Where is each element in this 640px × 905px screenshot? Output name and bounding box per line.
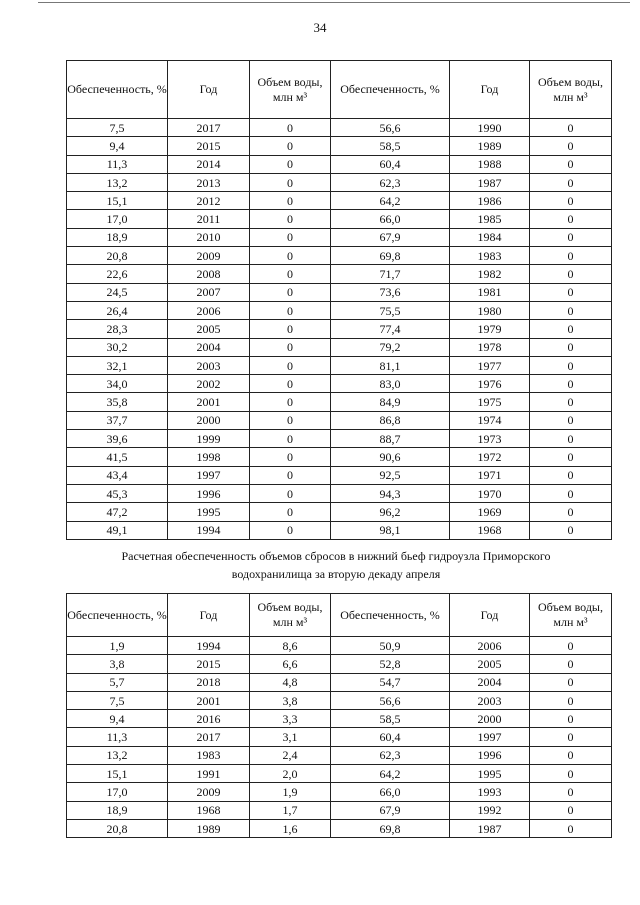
cell-year: 2004 [168,338,250,356]
cell-supply-percent: 60,4 [331,728,450,746]
cell-year: 2008 [168,265,250,283]
header-supply-percent: Обеспеченность, % [67,61,168,119]
header-year: Год [168,61,250,119]
cell-year: 2011 [168,210,250,228]
header-year: Год [450,61,530,119]
cell-year: 1971 [450,466,530,484]
cell-supply-percent: 24,5 [67,283,168,301]
cell-supply-percent: 58,5 [331,137,450,155]
cell-supply-percent: 13,2 [67,746,168,764]
cell-supply-percent: 1,9 [67,637,168,655]
cell-water-volume: 0 [530,819,612,837]
cell-year: 2005 [168,320,250,338]
cell-year: 1997 [168,466,250,484]
table-row [67,283,612,301]
cell-year: 1994 [168,637,250,655]
cell-water-volume: 0 [530,710,612,728]
cell-water-volume: 0 [250,301,331,319]
table-water-volume-2 [66,593,612,838]
table-row [67,210,612,228]
table-row [67,801,612,819]
cell-supply-percent: 54,7 [331,673,450,691]
table-row [67,375,612,393]
table-row [67,691,612,709]
table-row [67,655,612,673]
cell-year: 2007 [168,283,250,301]
cell-year: 1981 [450,283,530,301]
cell-year: 2003 [450,691,530,709]
cell-year: 2014 [168,155,250,173]
cell-supply-percent: 90,6 [331,448,450,466]
cell-year: 2016 [168,710,250,728]
cell-supply-percent: 75,5 [331,301,450,319]
cell-year: 1979 [450,320,530,338]
cell-year: 2017 [168,119,250,137]
cell-supply-percent: 64,2 [331,765,450,783]
table-row [67,430,612,448]
cell-supply-percent: 32,1 [67,356,168,374]
cell-supply-percent: 69,8 [331,819,450,837]
cell-supply-percent: 11,3 [67,155,168,173]
cell-supply-percent: 41,5 [67,448,168,466]
cell-water-volume: 0 [250,338,331,356]
cell-water-volume: 3,1 [250,728,331,746]
cell-year: 2000 [168,411,250,429]
cell-year: 1975 [450,393,530,411]
cell-supply-percent: 35,8 [67,393,168,411]
cell-water-volume: 0 [530,430,612,448]
cell-year: 2005 [450,655,530,673]
cell-supply-percent: 17,0 [67,210,168,228]
cell-year: 1989 [450,137,530,155]
cell-water-volume: 0 [530,503,612,521]
cell-water-volume: 0 [530,283,612,301]
cell-year: 1969 [450,503,530,521]
cell-water-volume: 0 [530,746,612,764]
cell-supply-percent: 69,8 [331,247,450,265]
cell-year: 1982 [450,265,530,283]
table-row [67,137,612,155]
cell-year: 1993 [450,783,530,801]
cell-year: 1976 [450,375,530,393]
cell-supply-percent: 79,2 [331,338,450,356]
header-water-volume: Объем воды, млн м³ [530,61,612,119]
cell-supply-percent: 66,0 [331,210,450,228]
cell-water-volume: 0 [530,228,612,246]
cell-supply-percent: 88,7 [331,430,450,448]
cell-year: 1980 [450,301,530,319]
table-row [67,503,612,521]
cell-supply-percent: 66,0 [331,783,450,801]
cell-water-volume: 1,6 [250,819,331,837]
cell-supply-percent: 45,3 [67,484,168,502]
cell-supply-percent: 56,6 [331,119,450,137]
cell-year: 1997 [450,728,530,746]
cell-supply-percent: 11,3 [67,728,168,746]
cell-year: 1977 [450,356,530,374]
cell-year: 1998 [168,448,250,466]
cell-water-volume: 0 [250,503,331,521]
cell-water-volume: 0 [530,691,612,709]
header-year: Год [450,594,530,637]
cell-supply-percent: 5,7 [67,673,168,691]
cell-supply-percent: 92,5 [331,466,450,484]
table-caption [0,547,640,583]
cell-water-volume: 0 [530,356,612,374]
cell-water-volume: 0 [530,801,612,819]
cell-water-volume: 0 [530,155,612,173]
cell-supply-percent: 22,6 [67,265,168,283]
cell-supply-percent: 62,3 [331,173,450,191]
table-row [67,728,612,746]
table-row [67,484,612,502]
cell-water-volume: 6,6 [250,655,331,673]
cell-water-volume: 0 [250,210,331,228]
cell-supply-percent: 94,3 [331,484,450,502]
cell-water-volume: 8,6 [250,637,331,655]
cell-supply-percent: 13,2 [67,173,168,191]
cell-year: 2003 [168,356,250,374]
cell-water-volume: 0 [530,448,612,466]
cell-year: 1995 [450,765,530,783]
table-row [67,393,612,411]
cell-water-volume: 0 [250,466,331,484]
cell-water-volume: 0 [530,301,612,319]
header-water-volume: Объем воды, млн м³ [250,61,331,119]
cell-year: 2004 [450,673,530,691]
cell-water-volume: 0 [530,765,612,783]
table-row [67,119,612,137]
cell-year: 1989 [168,819,250,837]
table-row [67,301,612,319]
cell-supply-percent: 84,9 [331,393,450,411]
cell-year: 2000 [450,710,530,728]
cell-year: 1968 [168,801,250,819]
cell-water-volume: 0 [250,484,331,502]
cell-supply-percent: 3,8 [67,655,168,673]
table-water-volume-1 [66,60,612,540]
cell-water-volume: 0 [530,210,612,228]
cell-supply-percent: 26,4 [67,301,168,319]
cell-supply-percent: 37,7 [67,411,168,429]
cell-water-volume: 0 [530,119,612,137]
cell-supply-percent: 58,5 [331,710,450,728]
cell-water-volume: 0 [530,192,612,210]
cell-water-volume: 0 [250,448,331,466]
cell-supply-percent: 96,2 [331,503,450,521]
cell-year: 1990 [450,119,530,137]
cell-supply-percent: 71,7 [331,265,450,283]
cell-water-volume: 1,7 [250,801,331,819]
cell-water-volume: 0 [530,466,612,484]
top-rule [38,2,630,3]
cell-supply-percent: 28,3 [67,320,168,338]
cell-water-volume: 2,4 [250,746,331,764]
cell-water-volume: 0 [530,521,612,539]
cell-year: 2006 [450,637,530,655]
cell-year: 1983 [450,247,530,265]
table-row [67,411,612,429]
cell-water-volume: 0 [250,283,331,301]
cell-water-volume: 0 [250,119,331,137]
cell-water-volume: 0 [250,411,331,429]
cell-year: 1984 [450,228,530,246]
cell-year: 1983 [168,746,250,764]
cell-water-volume: 0 [250,521,331,539]
cell-year: 1968 [450,521,530,539]
cell-supply-percent: 86,8 [331,411,450,429]
cell-supply-percent: 98,1 [331,521,450,539]
table-row [67,228,612,246]
table-row [67,338,612,356]
cell-supply-percent: 47,2 [67,503,168,521]
cell-year: 1972 [450,448,530,466]
cell-year: 1987 [450,173,530,191]
cell-water-volume: 0 [250,265,331,283]
table-row [67,746,612,764]
header-supply-percent: Обеспеченность, % [331,61,450,119]
table-row [67,466,612,484]
table-row [67,765,612,783]
table-row [67,710,612,728]
cell-supply-percent: 83,0 [331,375,450,393]
header-year: Год [168,594,250,637]
cell-year: 2015 [168,137,250,155]
table-row [67,819,612,837]
cell-year: 2012 [168,192,250,210]
cell-supply-percent: 43,4 [67,466,168,484]
table-row [67,155,612,173]
cell-supply-percent: 39,6 [67,430,168,448]
cell-water-volume: 0 [530,411,612,429]
cell-supply-percent: 9,4 [67,137,168,155]
cell-supply-percent: 67,9 [331,228,450,246]
cell-supply-percent: 15,1 [67,192,168,210]
cell-year: 1988 [450,155,530,173]
cell-water-volume: 2,0 [250,765,331,783]
cell-year: 2015 [168,655,250,673]
cell-year: 2001 [168,691,250,709]
cell-water-volume: 0 [530,137,612,155]
cell-water-volume: 0 [250,320,331,338]
table-row [67,247,612,265]
cell-supply-percent: 7,5 [67,691,168,709]
cell-year: 1970 [450,484,530,502]
cell-water-volume: 0 [530,338,612,356]
cell-water-volume: 0 [530,247,612,265]
cell-year: 1973 [450,430,530,448]
cell-year: 2009 [168,783,250,801]
cell-supply-percent: 30,2 [67,338,168,356]
cell-year: 1991 [168,765,250,783]
cell-year: 2017 [168,728,250,746]
cell-water-volume: 0 [250,375,331,393]
cell-year: 2001 [168,393,250,411]
cell-water-volume: 0 [530,320,612,338]
cell-water-volume: 0 [530,265,612,283]
cell-supply-percent: 73,6 [331,283,450,301]
cell-supply-percent: 9,4 [67,710,168,728]
cell-year: 2009 [168,247,250,265]
cell-water-volume: 0 [250,430,331,448]
table-row [67,673,612,691]
cell-year: 1974 [450,411,530,429]
table-row [67,356,612,374]
cell-water-volume: 0 [250,192,331,210]
cell-year: 2002 [168,375,250,393]
cell-water-volume: 0 [530,375,612,393]
cell-water-volume: 0 [530,655,612,673]
table-header-row [67,594,612,637]
cell-water-volume: 0 [530,637,612,655]
cell-supply-percent: 52,8 [331,655,450,673]
cell-supply-percent: 15,1 [67,765,168,783]
cell-year: 2006 [168,301,250,319]
cell-supply-percent: 67,9 [331,801,450,819]
cell-supply-percent: 18,9 [67,801,168,819]
header-supply-percent: Обеспеченность, % [67,594,168,637]
cell-year: 2018 [168,673,250,691]
table-row [67,265,612,283]
header-water-volume: Объем воды, млн м³ [530,594,612,637]
cell-year: 1992 [450,801,530,819]
cell-water-volume: 0 [250,137,331,155]
header-supply-percent: Обеспеченность, % [331,594,450,637]
caption-line-1: Расчетная обеспеченность объемов сбросов в нижний бьеф гидроузла Приморского [121,549,551,563]
header-water-volume: Объем воды, млн м³ [250,594,331,637]
cell-water-volume: 3,3 [250,710,331,728]
cell-supply-percent: 7,5 [67,119,168,137]
table-row [67,521,612,539]
page-number: 34 [313,20,327,35]
cell-year: 1994 [168,521,250,539]
table-header-row [67,61,612,119]
cell-supply-percent: 17,0 [67,783,168,801]
cell-water-volume: 0 [530,484,612,502]
cell-year: 1996 [450,746,530,764]
cell-water-volume: 1,9 [250,783,331,801]
table-row [67,320,612,338]
cell-water-volume: 0 [530,783,612,801]
cell-water-volume: 0 [250,173,331,191]
cell-supply-percent: 60,4 [331,155,450,173]
cell-year: 1986 [450,192,530,210]
cell-water-volume: 0 [250,393,331,411]
cell-water-volume: 0 [250,356,331,374]
cell-supply-percent: 20,8 [67,819,168,837]
caption-line-2: водохранилища за вторую декаду апреля [231,567,441,581]
cell-supply-percent: 50,9 [331,637,450,655]
cell-year: 1999 [168,430,250,448]
cell-water-volume: 0 [250,155,331,173]
table-row [67,637,612,655]
cell-water-volume: 3,8 [250,691,331,709]
cell-supply-percent: 18,9 [67,228,168,246]
cell-year: 1987 [450,819,530,837]
cell-supply-percent: 62,3 [331,746,450,764]
cell-water-volume: 0 [530,173,612,191]
cell-water-volume: 0 [530,393,612,411]
cell-year: 1996 [168,484,250,502]
cell-supply-percent: 81,1 [331,356,450,374]
cell-year: 1995 [168,503,250,521]
cell-water-volume: 0 [530,728,612,746]
cell-year: 1978 [450,338,530,356]
cell-supply-percent: 77,4 [331,320,450,338]
table-row [67,783,612,801]
cell-supply-percent: 20,8 [67,247,168,265]
cell-year: 2013 [168,173,250,191]
cell-water-volume: 4,8 [250,673,331,691]
cell-water-volume: 0 [250,247,331,265]
cell-water-volume: 0 [250,228,331,246]
cell-water-volume: 0 [530,673,612,691]
cell-supply-percent: 64,2 [331,192,450,210]
table-row [67,173,612,191]
table-row [67,192,612,210]
cell-year: 2010 [168,228,250,246]
cell-supply-percent: 49,1 [67,521,168,539]
table-row [67,448,612,466]
cell-supply-percent: 34,0 [67,375,168,393]
cell-year: 1985 [450,210,530,228]
cell-supply-percent: 56,6 [331,691,450,709]
